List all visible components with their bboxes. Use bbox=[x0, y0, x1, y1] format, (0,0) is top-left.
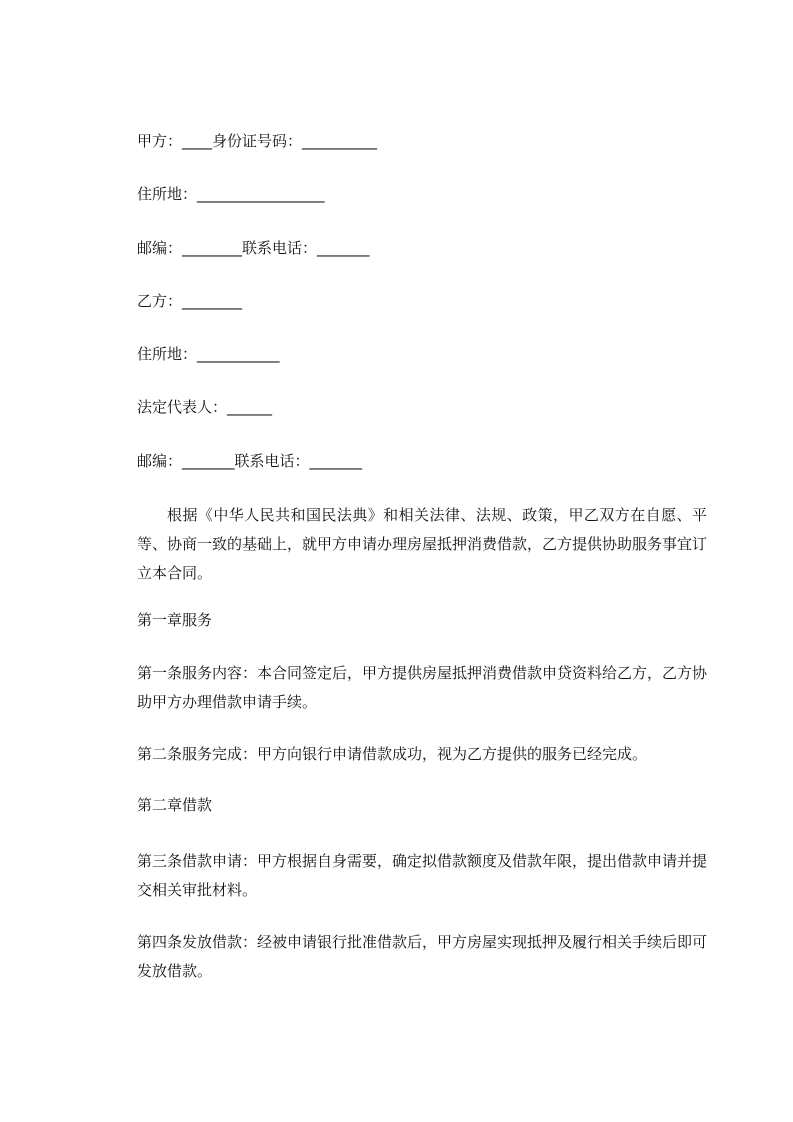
party-b-address-line: 住所地：___________ bbox=[137, 345, 280, 363]
party-a-name-line: 甲方：____身份证号码：__________ bbox=[137, 132, 378, 150]
preamble-paragraph: 根据《中华人民共和国民法典》和相关法律、法规、政策，甲乙双方在自愿、平等、协商一致的基础上，就甲方申请办理房屋抵押消费借款，乙方提供协助服务事宜订立本合同。 bbox=[137, 506, 708, 582]
article-paragraph: 第一条服务内容：本合同签定后，甲方提供房屋抵押消费借款申贷资料给乙方，乙方协助甲方办理借款申请手续。 bbox=[137, 664, 708, 711]
party-b-contact-line: 邮编：_______联系电话：_______ bbox=[137, 452, 363, 470]
chapter-title: 第二章借款 bbox=[137, 796, 213, 814]
party-a-contact-line: 邮编：________联系电话：_______ bbox=[137, 239, 370, 257]
party-b-name-line: 乙方：________ bbox=[137, 292, 243, 310]
article-paragraph: 第三条借款申请：甲方根据自身需要，确定拟借款额度及借款年限，提出借款申请并提交相关审批材料。 bbox=[137, 852, 708, 899]
party-a-address-line: 住所地：_________________ bbox=[137, 185, 325, 203]
article-paragraph: 第二条服务完成：甲方向银行申请借款成功，视为乙方提供的服务已经完成。 bbox=[137, 745, 648, 763]
party-b-representative-line: 法定代表人：______ bbox=[137, 398, 273, 416]
article-paragraph: 第四条发放借款：经被申请银行批准借款后，甲方房屋实现抵押及履行相关手续后即可发放借款。 bbox=[137, 933, 708, 980]
chapter-title: 第一章服务 bbox=[137, 611, 213, 629]
